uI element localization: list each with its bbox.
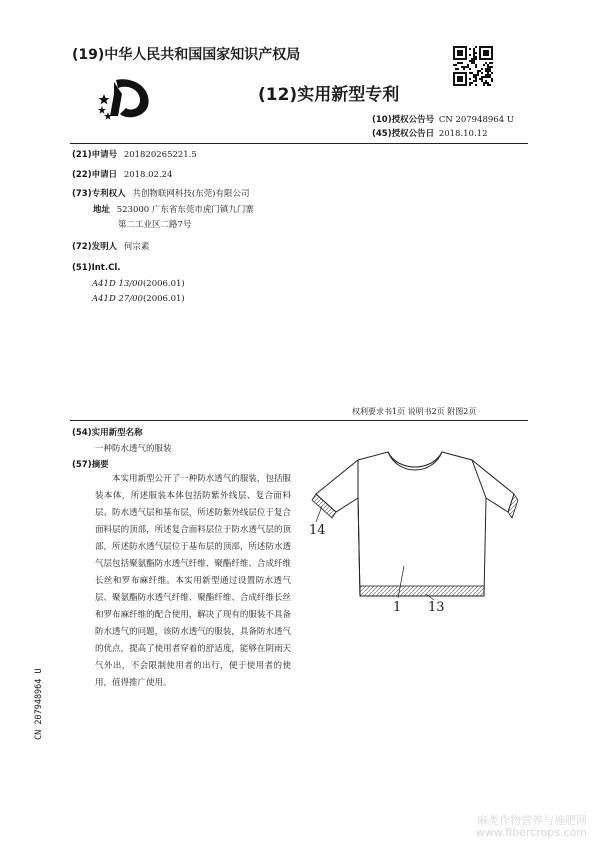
hem-band bbox=[360, 586, 484, 596]
side-patent-number: CN 207948964 U bbox=[34, 668, 44, 740]
abstract-label: (57)摘要 bbox=[72, 460, 109, 470]
title-label: (54)实用新型名称 bbox=[72, 428, 143, 438]
inventor: 何宗素 bbox=[123, 242, 150, 252]
pub-date: 2018.10.12 bbox=[438, 129, 488, 139]
ipc-code-1: A41D 13/00 bbox=[92, 279, 143, 289]
qr-code bbox=[453, 46, 493, 86]
watermark-line1: 麻类作物营养与施肥网 bbox=[477, 814, 587, 827]
label-1: 1 bbox=[393, 600, 402, 615]
filing-date-label: (22)申请日 bbox=[72, 170, 118, 180]
pub-no: CN 207948964 U bbox=[438, 115, 514, 125]
utility-model-title: 一种防水透气的服装 bbox=[95, 444, 172, 454]
label-14: 14 bbox=[309, 523, 326, 538]
pages-rule bbox=[70, 420, 528, 421]
document-type: (12)实用新型专利 bbox=[258, 85, 400, 105]
address-label: 地址 bbox=[93, 205, 111, 215]
ipc-version-2: (2006.01) bbox=[142, 294, 185, 304]
cnipa-logo bbox=[96, 72, 154, 122]
garment-figure bbox=[300, 448, 530, 623]
int-cl-label: (51)Int.Cl. bbox=[72, 263, 121, 273]
filing-date: 2018.02.24 bbox=[123, 170, 173, 180]
header-rule bbox=[70, 143, 528, 144]
office-name: (19)中华人民共和国国家知识产权局 bbox=[72, 47, 301, 63]
ipc-version-1: (2006.01) bbox=[142, 279, 185, 289]
pub-date-label: (45)授权公告日 bbox=[372, 129, 435, 139]
abstract-text: 本实用新型公开了一种防水透气的服装，包括服装本体，所述服装本体包括防紫外线层、复合面料层、防水透气层和基布层，所述防紫外线层位于复合面料层的顶部，所述复合面料层位于防水透气层的顶部，所述防水透气层位于基布层的顶部，所述防水透气层包括聚氨酯防水透气纤维、聚酯纤维、合成纤维长丝和罗布麻纤维。本实用新型通过设置防水透气层、聚氨酯防水透气纤维、聚酯纤维、合成纤维长丝和罗布麻纤维的配合使用，解决了现有的服装不具备防水透气的问题，该防水透气的服装，具备防水透气的优点，提高了使用者穿着的舒适度，能够在阴雨天气外出，不会限制使用者的出行，便于使用者的使用，值得推广使用。 bbox=[95, 474, 291, 688]
pages-info: 权利要求书1页 说明书2页 附图2页 bbox=[352, 407, 477, 416]
address-line1: 523000 广东省东莞市虎门镇九门寨 bbox=[116, 205, 254, 215]
pub-no-label: (10)授权公告号 bbox=[372, 115, 435, 125]
label-13: 13 bbox=[428, 600, 445, 615]
app-no: 201820265221.5 bbox=[123, 150, 197, 160]
patentee: 共创物联网科技(东莞)有限公司 bbox=[132, 189, 250, 199]
garment-body bbox=[316, 452, 514, 596]
patentee-label: (73)专利权人 bbox=[72, 189, 126, 199]
address-line2: 第二工业区二路7号 bbox=[118, 220, 192, 230]
inventor-label: (72)发明人 bbox=[72, 242, 118, 252]
app-no-label: (21)申请号 bbox=[72, 150, 118, 160]
watermark-line2: www.fibercrops.com bbox=[475, 826, 587, 839]
ipc-code-2: A41D 27/00 bbox=[92, 294, 143, 304]
left-cuff-band bbox=[312, 494, 336, 518]
